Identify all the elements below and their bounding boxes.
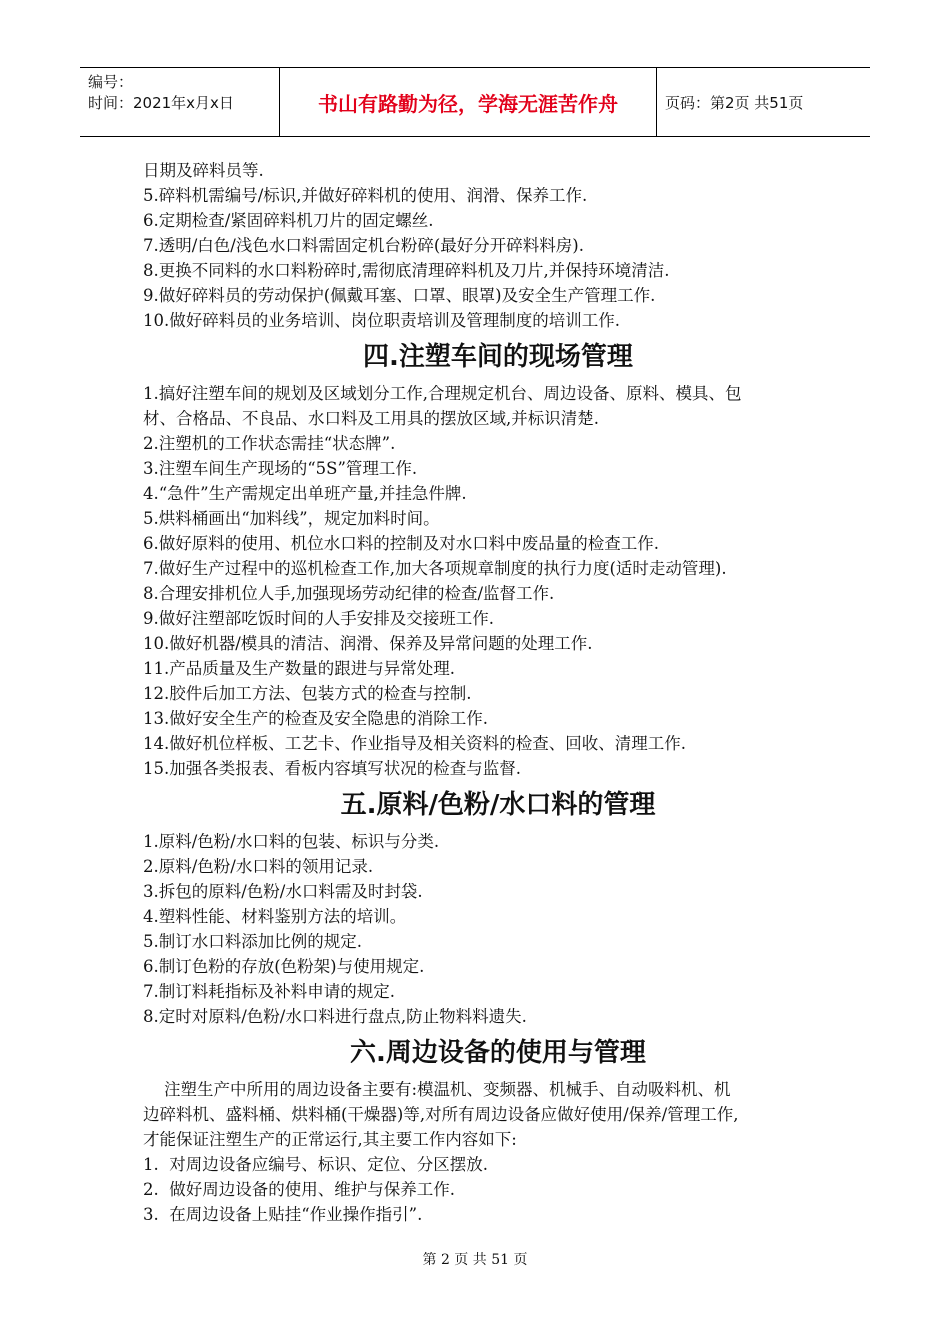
section-5-line: 8.定时对原料/色粉/水口料进行盘点,防止物料料遗失. (143, 1007, 527, 1026)
section-4-line: 8.合理安排机位人手,加强现场劳动纪律的检查/监督工作. (143, 584, 555, 603)
section-4-line: 13.做好安全生产的检查及安全隐患的消除工作. (143, 709, 488, 728)
intro-line: 5.碎料机需编号/标识,并做好碎料机的使用、润滑、保养工作. (143, 186, 588, 205)
page-header (80, 67, 870, 137)
section-4-line: 2.注塑机的工作状态需挂“状态牌”. (143, 434, 396, 453)
section-6-line: 才能保证注塑生产的正常运行,其主要工作内容如下: (143, 1130, 517, 1149)
section-5-heading: 五.原料/色粉/水口料的管理 (340, 790, 656, 820)
section-4-line: 11.产品质量及生产数量的跟进与异常处理. (143, 659, 455, 678)
date-label: 时间：2021年x月x日 (88, 94, 234, 112)
section-5-line: 2.原料/色粉/水口料的领用记录. (143, 857, 374, 876)
section-4-line: 1.搞好注塑车间的规划及区域划分工作,合理规定机台、周边设备、原料、模具、包 (143, 384, 742, 403)
section-4-line: 6.做好原料的使用、机位水口料的控制及对水口料中废品量的检查工作. (143, 534, 659, 553)
section-6-line: 注塑生产中所用的周边设备主要有:模温机、变频器、机械手、自动吸料机、机 (143, 1080, 731, 1099)
section-4-line: 7.做好生产过程中的巡机检查工作,加大各项规章制度的执行力度(适时走动管理). (143, 559, 727, 578)
section-4-line: 9.做好注塑部吃饭时间的人手安排及交接班工作. (143, 609, 494, 628)
intro-line: 9.做好碎料员的劳动保护(佩戴耳塞、口罩、眼罩)及安全生产管理工作. (143, 286, 656, 305)
section-5-line: 5.制订水口料添加比例的规定. (143, 932, 362, 951)
header-motto: 书山有路勤为径，学海无涯苦作舟 (280, 68, 657, 136)
section-4-line: 14.做好机位样板、工艺卡、作业指导及相关资料的检查、回收、清理工作. (143, 734, 686, 753)
section-4-line: 10.做好机器/模具的清洁、润滑、保养及异常问题的处理工作. (143, 634, 593, 653)
page-footer: 第 2 页 共 51 页 (422, 1252, 528, 1268)
section-6-line: 1. 对周边设备应编号、标识、定位、分区摆放. (143, 1155, 488, 1174)
section-4-line: 4.“急件”生产需规定出单班产量,并挂急件牌. (143, 484, 467, 503)
section-4-line: 3.注塑车间生产现场的“5S”管理工作. (143, 459, 418, 478)
header-meta (80, 68, 280, 136)
intro-line: 10.做好碎料员的业务培训、岗位职责培训及管理制度的培训工作. (143, 311, 620, 330)
document-body (143, 158, 863, 1227)
intro-line: 7.透明/白色/浅色水口料需固定机台粉碎(最好分开碎料料房). (143, 236, 584, 255)
section-4-line: 12.胶件后加工方法、包装方式的检查与控制. (143, 684, 472, 703)
section-6-line: 2. 做好周边设备的使用、维护与保养工作. (143, 1180, 455, 1199)
section-5-line: 1.原料/色粉/水口料的包装、标识与分类. (143, 832, 440, 851)
section-5-line: 7.制订料耗指标及补料申请的规定. (143, 982, 395, 1001)
header-page-info: 页码：第2页 共51页 (665, 93, 804, 112)
section-5-line: 3.拆包的原料/色粉/水口料需及时封袋. (143, 882, 423, 901)
section-4-line: 15.加强各类报表、看板内容填写状况的检查与监督. (143, 759, 521, 778)
number-label: 编号： (88, 73, 134, 91)
section-5-line: 4.塑料性能、材料鉴别方法的培训。 (143, 907, 407, 926)
intro-line: 8.更换不同料的水口料粉碎时,需彻底清理碎料机及刀片,并保持环境清洁. (143, 261, 670, 280)
section-6-line: 3. 在周边设备上贴挂“作业操作指引”. (143, 1205, 423, 1224)
section-4-heading: 四.注塑车间的现场管理 (363, 342, 633, 372)
section-5-line: 6.制订色粉的存放(色粉架)与使用规定. (143, 957, 425, 976)
section-4-line: 5.烘料桶画出“加料线”，规定加料时间。 (143, 509, 440, 528)
section-4-line: 材、合格品、不良品、水口料及工用具的摆放区域,并标识清楚. (143, 409, 599, 428)
section-6-line: 边碎料机、盛料桶、烘料桶(干燥器)等,对所有周边设备应做好使用/保养/管理工作, (143, 1105, 739, 1124)
intro-line: 日期及碎料员等. (143, 161, 264, 180)
intro-line: 6.定期检查/紧固碎料机刀片的固定螺丝. (143, 211, 434, 230)
section-6-heading: 六.周边设备的使用与管理 (350, 1038, 646, 1068)
